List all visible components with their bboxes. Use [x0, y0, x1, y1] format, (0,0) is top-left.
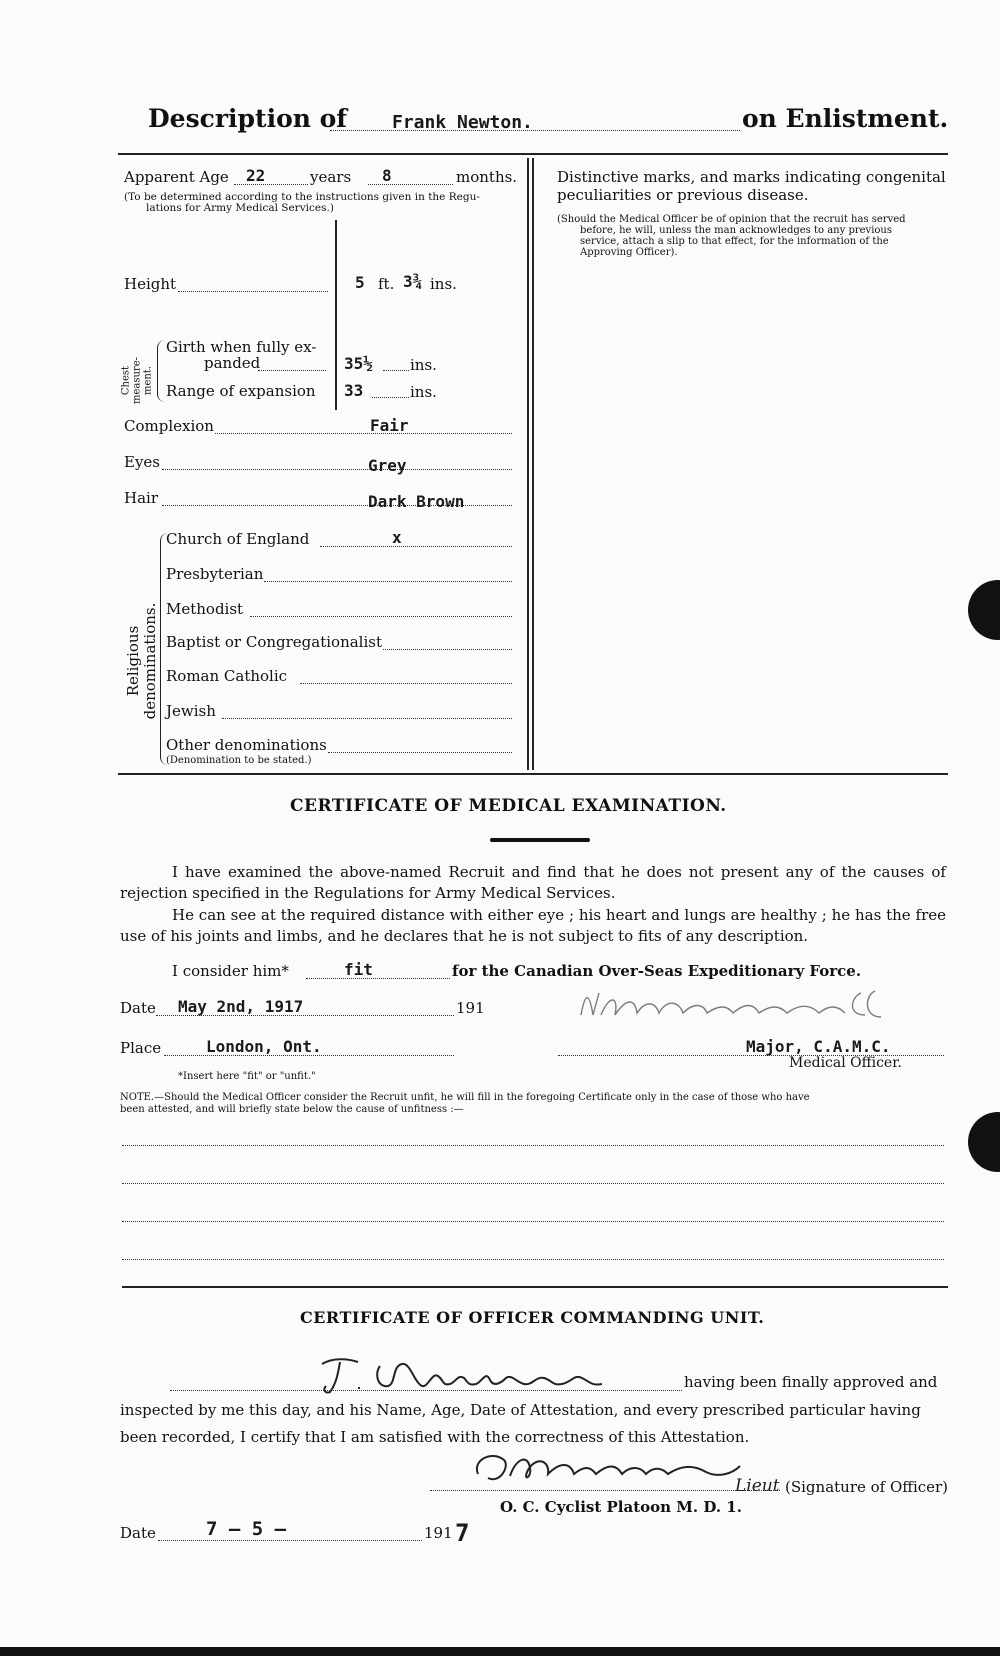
religion-line-jewish [222, 718, 512, 719]
title-suffix: on Enlistment. [742, 104, 949, 133]
girth-line [258, 370, 326, 371]
medical-paragraph-2: He can see at the required distance with either eye ; his heart and lungs are healthy ; he has the free use of his joints and limbs, and he declares that he is not subject to fits of any description. [120, 906, 946, 945]
approved-suffix: having been finally approved and [684, 1373, 938, 1391]
range-label: Range of expansion [166, 382, 316, 400]
height-in-value: 3¾ [403, 272, 423, 291]
medical-date-label: Date [120, 999, 156, 1017]
other-denomination-note: (Denomination to be stated.) [166, 755, 312, 766]
religion-line-roman-catholic [300, 683, 512, 684]
chest-measurement-label [121, 346, 154, 416]
religions-label-line2: denominations. [141, 602, 159, 720]
unfitness-line-4 [122, 1259, 944, 1260]
section-rule [118, 773, 948, 775]
unfit-note-line1: NOTE.—Should the Medical Officer consider the Recruit unfit, he will fill in the foregoing Certificate only in the case of those who have [120, 1092, 810, 1103]
commanding-para-line3: been recorded, I certify that I am satisfied with the correctness of this Attestation. [120, 1428, 750, 1446]
unfitness-line-3 [122, 1221, 944, 1222]
ins-label: ins. [430, 275, 457, 293]
fitness-line [306, 978, 450, 979]
distinctive-marks-heading-line1: Distinctive marks, and marks indicating congenital [557, 168, 946, 186]
binder-hole-top [968, 580, 1000, 640]
consider-label: I consider him* [172, 962, 289, 980]
column-divider-b [532, 158, 534, 770]
insert-note: *Insert here "fit" or "unfit." [178, 1071, 316, 1082]
chest-label-line3: ment. [142, 365, 154, 396]
inner-column-divider [335, 220, 337, 410]
medical-paragraph-1: I have examined the above-named Recruit and find that he does not present any of the causes of rejection specified in the Regulations for Army Medical Services. [120, 863, 946, 902]
religion-label-baptist: Baptist or Congregationalist [166, 633, 382, 651]
range-value: 33 [344, 381, 364, 400]
height-line [178, 291, 328, 292]
title-prefix: Description of [148, 104, 348, 133]
age-note-line1: (To be determined according to the instructions given in the Regu- [124, 191, 480, 203]
distinctive-note-line2: before, he will, unless the man acknowledges to any previous [580, 225, 892, 236]
complexion-value: Fair [370, 416, 409, 435]
age-years-value: 22 [246, 166, 266, 185]
signature-label: (Signature of Officer) [785, 1478, 949, 1496]
apparent-age-label: Apparent Age [124, 168, 229, 186]
commanding-year-suffix: 7 [455, 1519, 470, 1547]
commanding-date-line [158, 1540, 422, 1541]
medical-certificate-heading: CERTIFICATE OF MEDICAL EXAMINATION. [290, 796, 727, 816]
commanding-date-value: 7 — 5 — [206, 1518, 287, 1540]
chest-label-line2: measure- [131, 357, 143, 405]
medical-year-prefix: 191 [456, 999, 485, 1017]
commanding-certificate-heading: CERTIFICATE OF OFFICER COMMANDING UNIT. [300, 1308, 765, 1327]
place-label: Place [120, 1039, 162, 1057]
age-months-value: 8 [382, 166, 392, 185]
range-unit: ins. [410, 383, 437, 401]
commanding-year-prefix: 191 [424, 1524, 453, 1542]
hair-label: Hair [124, 489, 158, 507]
medical-officer-signature [575, 985, 935, 1025]
commanding-officer-signature [470, 1444, 780, 1494]
eyes-value: Grey [368, 456, 407, 475]
fitness-value: fit [344, 960, 373, 979]
girth-unit: ins. [410, 356, 437, 374]
girth-unit-line [383, 370, 409, 371]
commanding-para-line2: inspected by me this day, and his Name, Age, Date of Attestation, and every prescribed particular having [120, 1401, 921, 1419]
religions-label-line1: Religious [124, 625, 142, 697]
distinctive-marks-heading-line2: peculiarities or previous disease. [557, 186, 809, 204]
eyes-line [162, 469, 512, 470]
religion-label-other: Other denominations [166, 736, 327, 754]
religion-line-methodist [250, 616, 512, 617]
unfit-note-line2: been attested, and will briefly state below the cause of unfitness :— [120, 1104, 464, 1115]
girth-value: 35½ [344, 354, 373, 373]
range-unit-line [372, 397, 409, 398]
months-label: months. [456, 168, 518, 186]
unfitness-line-1 [122, 1145, 944, 1146]
column-divider-a [527, 158, 529, 770]
heading-ornament [490, 838, 590, 842]
eyes-label: Eyes [124, 453, 160, 471]
commanding-section-rule [122, 1286, 948, 1288]
religion-line-other [328, 752, 512, 753]
religion-line-baptist [383, 649, 512, 650]
religious-denominations-label [125, 596, 159, 726]
complexion-label: Complexion [124, 417, 214, 435]
commanding-date-label: Date [120, 1524, 156, 1542]
distinctive-note-line3: service, attach a slip to that effect, for the information of the [580, 236, 889, 247]
chest-bracket [157, 340, 166, 402]
years-label: years [310, 168, 352, 186]
girth-label-line1: Girth when fully ex- [166, 338, 317, 356]
commanding-unit: O. C. Cyclist Platoon M. D. 1. [500, 1498, 742, 1516]
officer-rank: Major, C.A.M.C. [746, 1037, 891, 1056]
girth-label-line2: panded [204, 354, 261, 372]
religion-label-presbyterian: Presbyterian [166, 565, 264, 583]
religion-line-presbyterian [264, 581, 512, 582]
religion-label-roman-catholic: Roman Catholic [166, 667, 288, 685]
top-rule [118, 153, 948, 155]
ft-label: ft. [378, 275, 395, 293]
complexion-line [215, 433, 512, 434]
unfitness-line-2 [122, 1183, 944, 1184]
recruit-name: Frank Newton. [392, 112, 533, 133]
religion-label-methodist: Methodist [166, 600, 244, 618]
distinctive-note-line4: Approving Officer). [580, 247, 678, 258]
age-note-line2: lations for Army Medical Services.) [146, 202, 334, 214]
height-ft-value: 5 [355, 273, 365, 292]
place-value: London, Ont. [206, 1037, 322, 1056]
bottom-scan-edge [0, 1647, 1000, 1656]
distinctive-note-line1: (Should the Medical Officer be of opinion that the recruit has served [557, 214, 906, 225]
medical-date-value: May 2nd, 1917 [178, 997, 304, 1016]
religion-line-church-of-england [320, 546, 512, 547]
religion-mark-church-of-england: x [392, 528, 402, 547]
medical-officer-title: Medical Officer. [789, 1055, 902, 1071]
consider-suffix: for the Canadian Over-Seas Expeditionary Force. [452, 962, 862, 980]
age-months-line [368, 184, 453, 185]
recruit-signature [318, 1352, 638, 1398]
religion-label-jewish: Jewish [166, 702, 216, 720]
chest-label-line1: Chest [120, 365, 132, 396]
religion-label-church-of-england: Church of England [166, 530, 310, 548]
hair-value: Dark Brown [368, 492, 465, 511]
binder-hole-bottom [968, 1112, 1000, 1172]
signature-rank: Lieut [735, 1476, 780, 1496]
height-label: Height [124, 275, 177, 293]
